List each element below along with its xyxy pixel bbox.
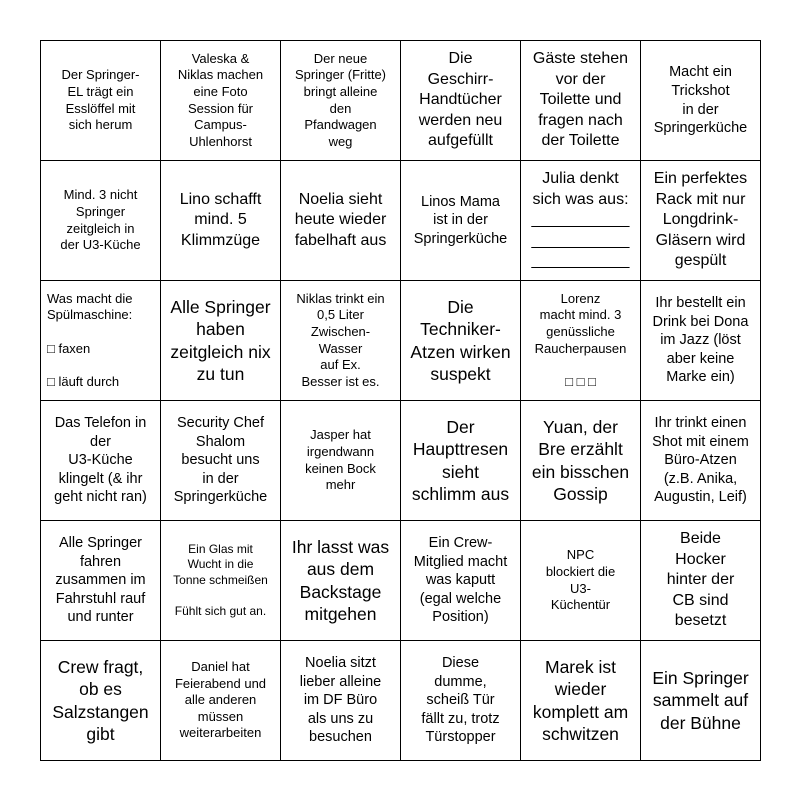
bingo-cell-text: Ein Glas mit Wucht in die Tonne schmeißen Fühlt sich gut an. (173, 542, 268, 618)
bingo-cell-text: Niklas trinkt ein 0,5 Liter Zwischen- Wasser auf Ex. Besser ist es. (296, 290, 385, 389)
bingo-cell[interactable] (41, 641, 161, 761)
bingo-cell-text: Was macht die Spülmaschine: □ faxen □ läuft durch (47, 290, 133, 389)
bingo-cell[interactable] (641, 521, 761, 641)
bingo-cell[interactable] (161, 521, 281, 641)
bingo-cell-text: Yuan, der Bre erzählt ein bisschen Gossip (531, 416, 630, 504)
bingo-cell[interactable] (161, 41, 281, 161)
bingo-cell-text: Ihr trinkt einen Shot mit einem Büro-Atzen (z.B. Anika, Augustin, Leif) (652, 415, 749, 506)
bingo-cell[interactable] (521, 521, 641, 641)
bingo-cell-text: Lorenz macht mind. 3 genüssliche Raucherpausen □ □ □ (534, 290, 627, 389)
bingo-cell-text: Gäste stehen vor der Toilette und fragen nach der Toilette (532, 50, 629, 150)
bingo-cell-text: Ein Springer sammelt auf der Bühne (652, 667, 749, 733)
bingo-cell-text: Die Techniker- Atzen wirken suspekt (410, 296, 511, 384)
bingo-cell-text: Diese dumme, scheiß Tür fällt zu, trotz Türstopper (421, 655, 500, 746)
bingo-cell[interactable] (41, 281, 161, 401)
bingo-cell-text: Ihr bestellt ein Drink bei Dona im Jazz (löst aber keine Marke ein) (652, 295, 749, 386)
bingo-cell-text: Die Geschirr- Handtücher werden neu aufgefüllt (418, 50, 503, 150)
bingo-cell[interactable] (521, 281, 641, 401)
bingo-cell-text: Ein Crew- Mitglied macht was kaputt (egal welche Position) (413, 535, 508, 626)
bingo-cell[interactable] (521, 401, 641, 521)
bingo-cell-text: Jasper hat irgendwann keinen Bock mehr (305, 427, 376, 493)
bingo-cell-text: Alle Springer fahren zusammen im Fahrstuhl rauf und runter (55, 535, 146, 626)
bingo-cell-text: Das Telefon in der U3-Küche klingelt (& ihr geht nicht ran) (54, 415, 147, 506)
bingo-cell[interactable] (401, 281, 521, 401)
bingo-cell-text: Crew fragt, ob es Salzstangen gibt (52, 656, 149, 744)
bingo-cell[interactable] (641, 161, 761, 281)
bingo-cell[interactable] (401, 161, 521, 281)
bingo-cell[interactable] (161, 281, 281, 401)
bingo-cell[interactable] (641, 641, 761, 761)
bingo-cell[interactable] (401, 401, 521, 521)
bingo-cell[interactable] (401, 41, 521, 161)
bingo-cell[interactable] (161, 161, 281, 281)
bingo-cell[interactable] (41, 521, 161, 641)
bingo-cell[interactable] (521, 161, 641, 281)
bingo-cell[interactable] (521, 41, 641, 161)
bingo-cell[interactable] (401, 521, 521, 641)
bingo-cell-text: Ihr lasst was aus dem Backstage mitgehen (291, 536, 390, 624)
bingo-cell-text: Der neue Springer (Fritte) bringt alleine den Pfandwagen weg (294, 50, 387, 149)
bingo-cell-text: Mind. 3 nicht Springer zeitgleich in der U3-Küche (60, 187, 141, 253)
bingo-cell[interactable] (161, 401, 281, 521)
bingo-cell[interactable] (641, 41, 761, 161)
bingo-cell[interactable] (641, 401, 761, 521)
bingo-cell-text: Security Chef Shalom besucht uns in der Springerküche (173, 415, 268, 506)
bingo-cell-text: Beide Hocker hinter der CB sind besetzt (666, 530, 735, 630)
bingo-board (40, 40, 761, 761)
bingo-cell-text: Valeska & Niklas machen eine Foto Session für Campus- Uhlenhorst (177, 50, 264, 149)
bingo-cell-text: Ein perfektes Rack mit nur Longdrink- Gläsern wird gespült (653, 170, 748, 270)
bingo-cell-text: Macht ein Trickshot in der Springerküche (653, 64, 748, 137)
bingo-cell[interactable] (281, 521, 401, 641)
bingo-cell[interactable] (41, 161, 161, 281)
bingo-cell-text: Lino schafft mind. 5 Klimmzüge (179, 190, 262, 249)
bingo-cell[interactable] (161, 641, 281, 761)
bingo-cell-text: Der Springer- EL trägt ein Esslöffel mit sich herum (61, 67, 140, 133)
bingo-cell[interactable] (401, 641, 521, 761)
bingo-cell[interactable] (281, 41, 401, 161)
bingo-cell[interactable] (281, 281, 401, 401)
bingo-cell-text: Noelia sitzt lieber alleine im DF Büro als uns zu besuchen (299, 655, 382, 746)
bingo-cell-text: NPC blockiert die U3- Küchentür (545, 547, 616, 613)
bingo-cell[interactable] (41, 401, 161, 521)
bingo-cell-text: Noelia sieht heute wieder fabelhaft aus (294, 190, 387, 249)
bingo-cell[interactable] (521, 641, 641, 761)
bingo-cell[interactable] (281, 161, 401, 281)
bingo-cell-text: Julia denkt sich was aus: ___________ ___________ ___________ (531, 170, 630, 270)
bingo-cell-text: Daniel hat Feierabend und alle anderen müssen weiterarbeiten (174, 658, 267, 741)
bingo-cell-text: Alle Springer haben zeitgleich nix zu tun (170, 296, 271, 384)
bingo-cell-text: Linos Mama ist in der Springerküche (413, 193, 508, 247)
bingo-cell-text: Marek ist wieder komplett am schwitzen (532, 656, 629, 744)
bingo-cell[interactable] (641, 281, 761, 401)
bingo-cell[interactable] (281, 641, 401, 761)
bingo-cell[interactable] (281, 401, 401, 521)
bingo-cell[interactable] (41, 41, 161, 161)
bingo-cell-text: Der Haupttresen sieht schlimm aus (411, 416, 510, 504)
